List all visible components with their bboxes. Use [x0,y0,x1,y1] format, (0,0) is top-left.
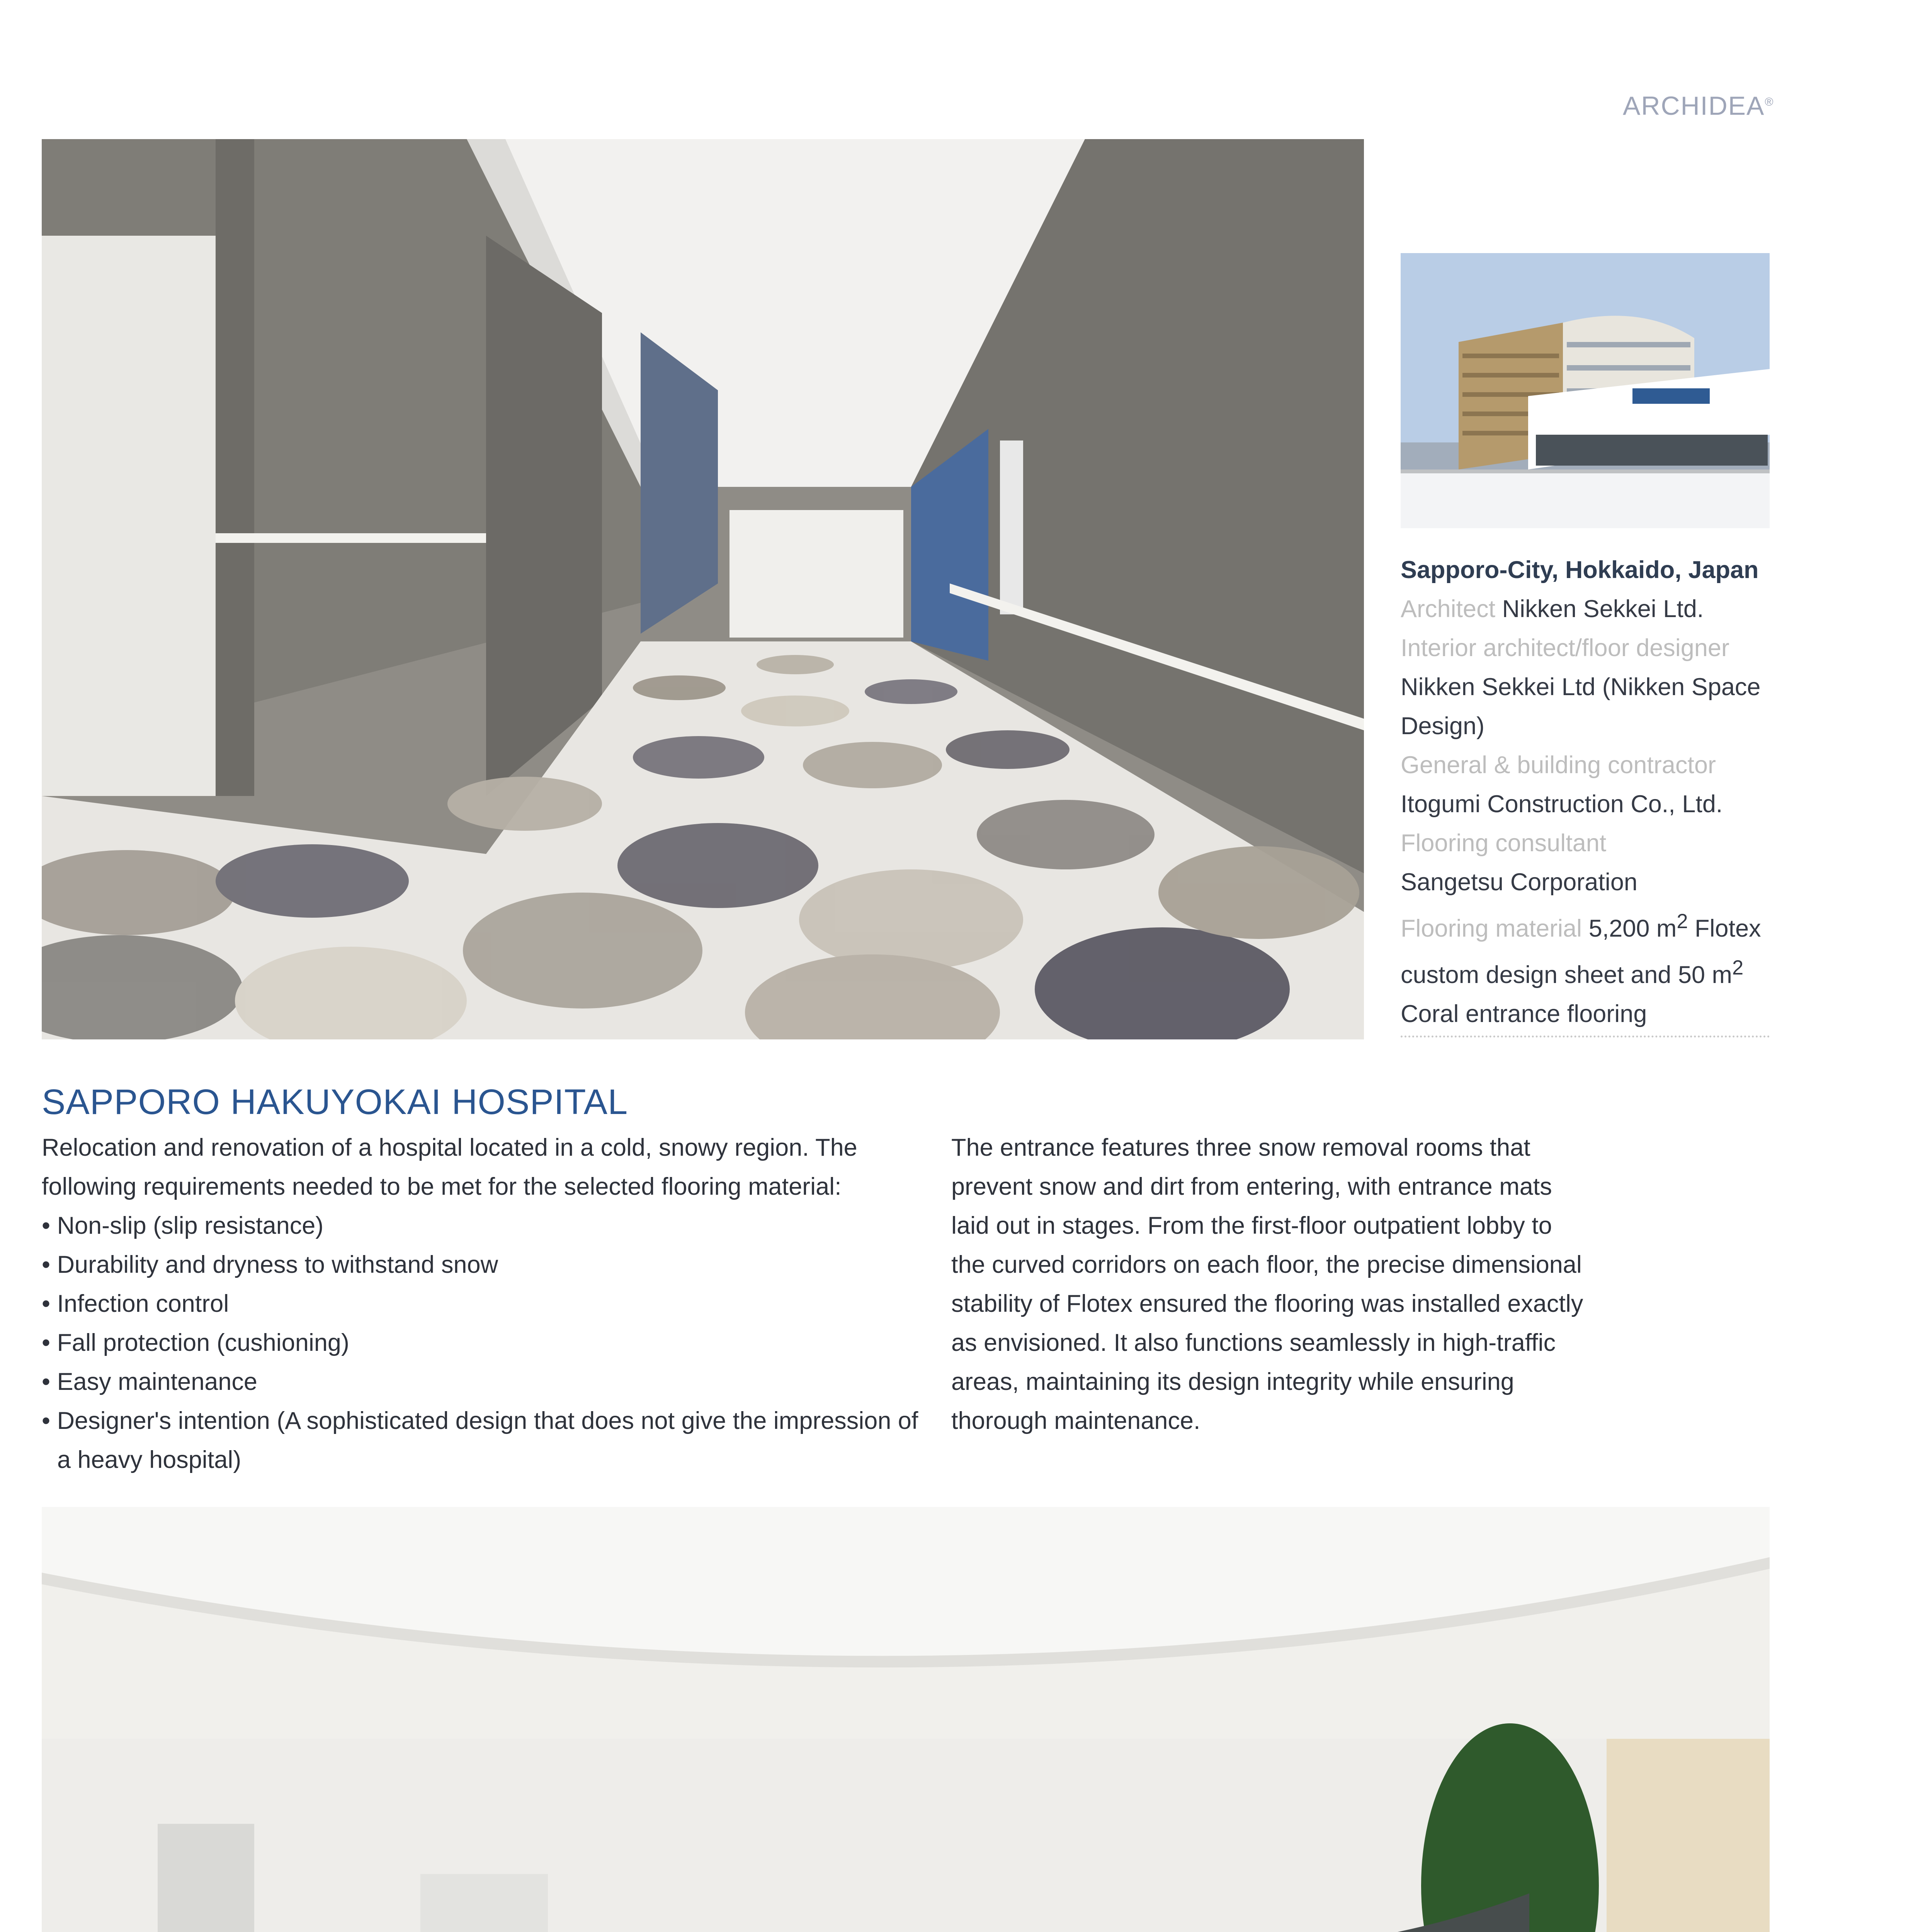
contractor-label: General & building contractor [1401,752,1716,779]
info-divider [1401,1036,1770,1037]
list-item: • Infection control [42,1284,930,1323]
list-item: • Designer's intention (A sophisticated design that does not give the impression of a heavy hospital) [42,1401,930,1480]
architect-value: Nikken Sekkei Ltd. [1502,595,1704,622]
building-exterior-photo [1401,253,1770,528]
architect-entry [1401,590,1770,629]
interior-architect-label: Interior architect/floor designer [1401,634,1729,662]
list-item: • Easy maintenance [42,1362,930,1401]
list-item: • Durability and dryness to withstand snow [42,1245,930,1284]
architect-label: Architect [1401,595,1496,622]
article-body: The entrance features three snow removal rooms that prevent snow and dirt from entering, with entrance mats laid out in stages. From the first-floor outpatient lobby to the curved corridors on each floor, the precise dimensional stability of Flotex ensured the flooring was installed exactly as envisioned. It also functions seamlessly in high-traffic areas, maintaining its design integrity while ensuring thorough maintenance. [951,1134,1583,1434]
flooring-consultant-value: Sangetsu Corporation [1401,869,1637,896]
superscript-2: 2 [1732,956,1744,979]
flooring-material-area-1: 5,200 m [1588,915,1677,942]
flooring-material-entry [1401,902,1770,1034]
project-info [1401,551,1770,1034]
article-title: SAPPORO HAKUYOKAI HOSPITAL [42,1082,628,1122]
list-item: • Non-slip (slip resistance) [42,1206,930,1245]
contractor-value: Itogumi Construction Co., Ltd. [1401,791,1723,818]
flooring-consultant-label: Flooring consultant [1401,830,1607,857]
lounge-photo [42,1507,1770,1932]
logo-registered-mark: ® [1765,95,1774,109]
corridor-photo [42,139,1364,1039]
flooring-material-area-2: Flotex custom design sheet and 50 m [1401,915,1761,988]
flooring-material-label: Flooring material [1401,915,1582,942]
article-intro: Relocation and renovation of a hospital located in a cold, snowy region. The following requirements needed to be met for the selected flooring material: [42,1134,857,1200]
article-right-column [951,1128,1589,1440]
logo-text: ARCHIDEA [1623,91,1765,121]
superscript-1: 2 [1677,910,1688,933]
magazine-logo [1623,91,1774,121]
list-item: • Fall protection (cushioning) [42,1323,930,1362]
requirements-list [42,1206,930,1480]
interior-architect-value: Nikken Sekkei Ltd (Nikken Space Design) [1401,673,1761,740]
project-location: Sapporo-City, Hokkaido, Japan [1401,556,1759,583]
article-left-column [42,1128,930,1480]
flooring-material-rest: Coral entrance flooring [1401,1000,1647,1027]
